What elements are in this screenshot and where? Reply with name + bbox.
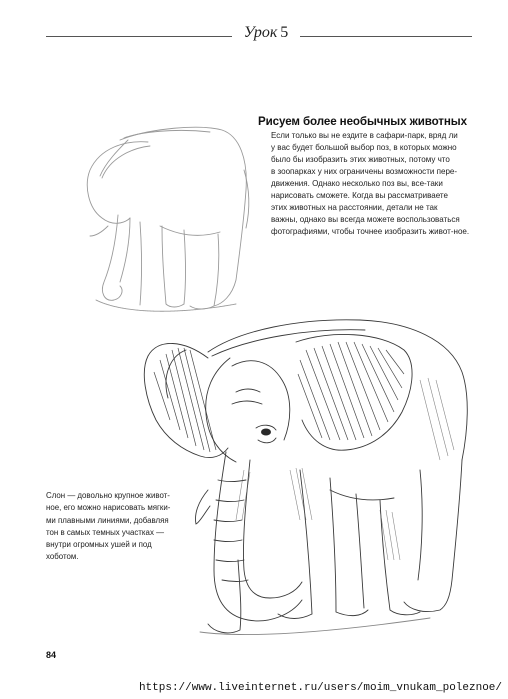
article-title: Рисуем более необычных животных [258, 115, 467, 128]
article-line: нарисовать сможете. Когда вы рассматриваете [271, 191, 449, 201]
figure-caption [46, 490, 196, 564]
article-line: у вас будет большой выбор поз, в которых можно [271, 143, 457, 153]
lesson-word: Урок [243, 24, 278, 41]
watermark-url: https://www.liveinternet.ru/users/moim_vnukam_poleznoe/ [138, 682, 502, 694]
caption-line: хоботом. [46, 552, 79, 562]
caption-line: тон в самых темных участках — [46, 527, 164, 537]
article-line: движения. Однако несколько поз вы, все-таки [271, 179, 443, 189]
caption-line: Слон — довольно крупное живот- [46, 491, 170, 500]
lesson-number: 5 [280, 24, 289, 41]
article-body [271, 130, 471, 238]
article-line: Если только вы не ездите в сафари-парк, вряд ли [271, 131, 458, 140]
article-line: этих животных на расстоянии, детали не так [271, 203, 438, 213]
caption-line: внутри огромных ушей и под [46, 540, 152, 550]
caption-line: ное, его можно нарисовать мягки- [46, 503, 171, 513]
article-line: было бы изобразить этих животных, потому что [271, 155, 450, 165]
caption-line: ми плавными линиями, добавляя [46, 515, 169, 525]
article-line: важны, однако вы всегда можете воспользоваться [271, 215, 460, 225]
article-line: фотографиями, чтобы точнее изобразить живот-ное. [271, 227, 470, 237]
article-line: в зоопарках у них ограничены возможности пере- [271, 167, 458, 177]
page-number: 84 [46, 650, 57, 660]
